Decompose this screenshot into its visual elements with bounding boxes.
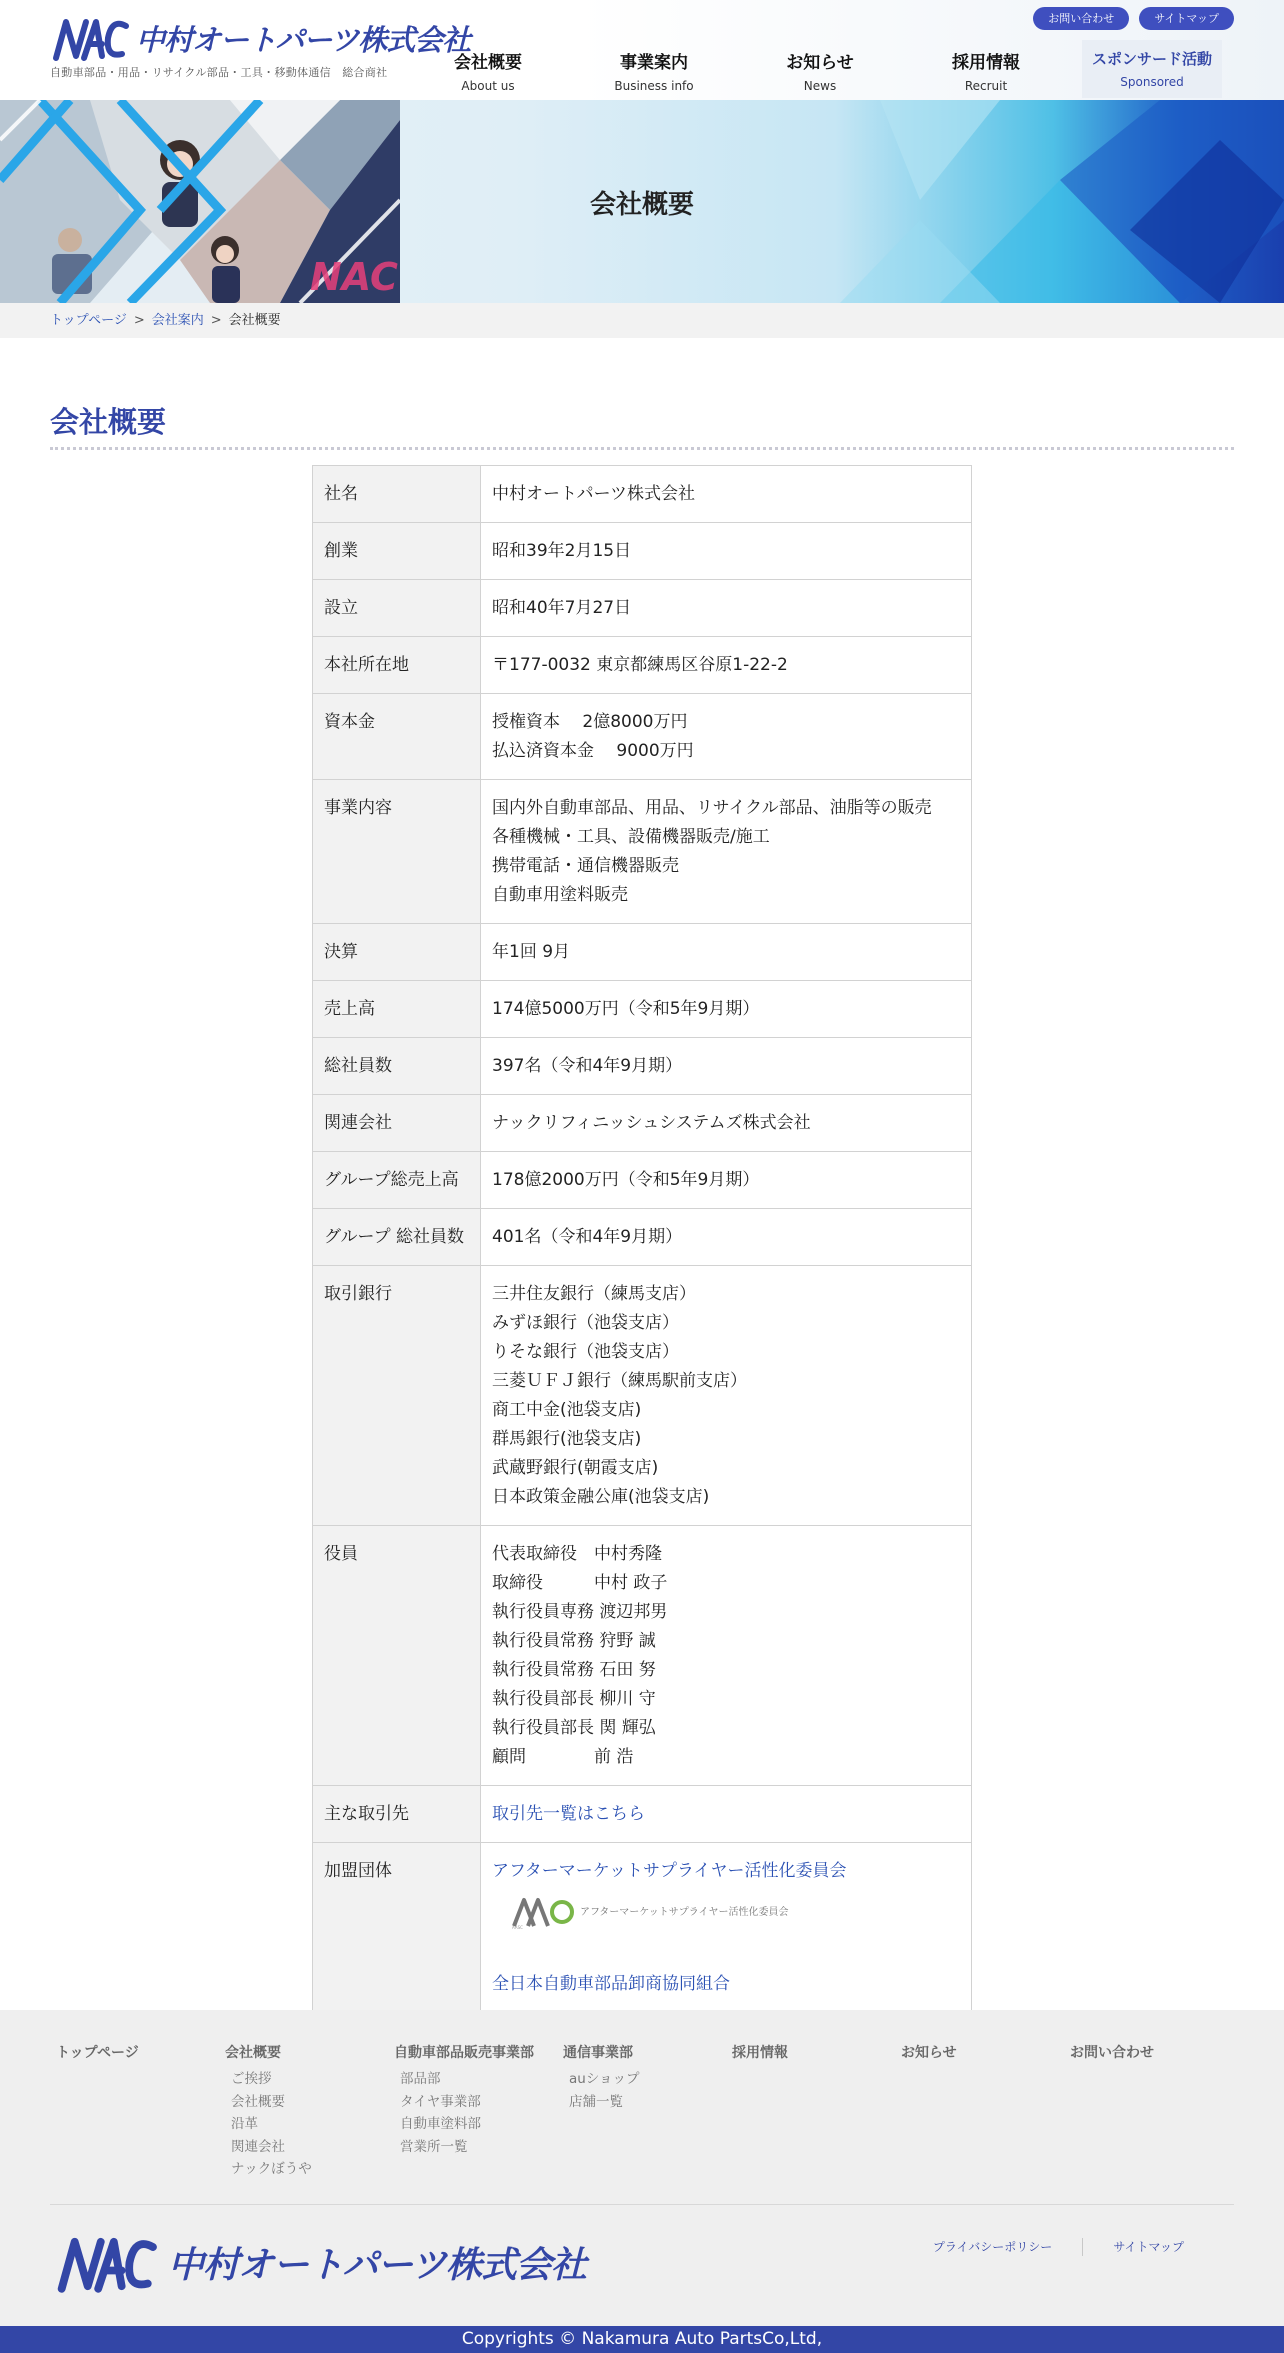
footer-column xyxy=(394,2042,563,2181)
row-value: 年1回 9月 xyxy=(481,924,972,981)
footer-link-branch-list[interactable]: 営業所一覧 xyxy=(400,2138,468,2155)
logo-tagline: 自動車部品・用品・リサイクル部品・工具・移動体通信 総合商社 xyxy=(50,66,388,79)
footer-logo-text: 中村オートパーツ株式会社 xyxy=(168,2245,586,2286)
footer-link-paint-dept[interactable]: 自動車塗料部 xyxy=(400,2116,481,2132)
row-label: グループ総売上高 xyxy=(313,1152,481,1209)
footer-column xyxy=(56,2042,225,2181)
footer-utility-links xyxy=(903,2238,1214,2256)
site-header xyxy=(0,0,1284,100)
footer-link-parts-division[interactable]: 自動車部品販売事業部 xyxy=(394,2045,534,2061)
officer-line: 執行役員専務 渡辺邦男 xyxy=(492,1602,668,1622)
capital-line: 払込済資本金 9000万円 xyxy=(492,741,694,761)
officer-line: 執行役員常務 石田 努 xyxy=(492,1660,656,1680)
table-row xyxy=(313,981,972,1038)
row-label: 設立 xyxy=(313,580,481,637)
aasc-logo-mark-text: AASC xyxy=(512,1925,523,1930)
row-label: 本社所在地 xyxy=(313,637,481,694)
contact-button[interactable]: お問い合わせ xyxy=(1033,7,1129,30)
table-row xyxy=(313,1786,972,1843)
table-row xyxy=(313,924,972,981)
footer-link-tire-division[interactable]: タイヤ事業部 xyxy=(400,2093,481,2110)
nav-sponsored[interactable] xyxy=(1082,40,1222,98)
row-value xyxy=(481,1843,972,2013)
business-line: 国内外自動車部品、用品、リサイクル部品、油脂等の販売 xyxy=(492,798,932,818)
nav-news[interactable] xyxy=(737,40,903,98)
aasc-logo-caption: アフターマーケットサプライヤー活性化委員会 xyxy=(580,1906,789,1918)
nav-sublabel: Business info xyxy=(614,79,694,93)
nav-sublabel: Sponsored xyxy=(1120,75,1184,89)
footer-nav xyxy=(56,2042,1239,2181)
aasc-link[interactable]: アフターマーケットサプライヤー活性化委員会 xyxy=(492,1861,847,1881)
business-line: 自動車用塗料販売 xyxy=(492,885,628,905)
table-row xyxy=(313,466,972,523)
nav-recruit[interactable] xyxy=(903,40,1069,98)
privacy-policy-link[interactable]: プライバシーポリシー xyxy=(932,2240,1053,2254)
row-label: 決算 xyxy=(313,924,481,981)
nac-logo-mark-icon xyxy=(50,2234,162,2294)
row-value: 昭和39年2月15日 xyxy=(481,523,972,580)
sitemap-button[interactable]: サイトマップ xyxy=(1139,7,1234,30)
footer-link-greeting[interactable]: ご挨拶 xyxy=(231,2071,272,2087)
table-row xyxy=(313,1209,972,1266)
row-label: 総社員数 xyxy=(313,1038,481,1095)
footer-link-about[interactable]: 会社概要 xyxy=(225,2045,281,2061)
breadcrumb xyxy=(0,303,1284,338)
table-row xyxy=(313,637,972,694)
footer-link-history[interactable]: 沿革 xyxy=(231,2116,258,2132)
nav-label: お知らせ xyxy=(786,53,854,73)
footer-column xyxy=(563,2042,732,2181)
bank-line: 武蔵野銀行(朝霞支店) xyxy=(492,1458,659,1478)
capital-line: 授権資本 2億8000万円 xyxy=(492,712,688,732)
footer-sitemap-link[interactable]: サイトマップ xyxy=(1113,2240,1184,2254)
row-value: 397名（令和4年9月期） xyxy=(481,1038,972,1095)
global-nav xyxy=(405,40,1222,98)
row-label: 事業内容 xyxy=(313,780,481,924)
row-value xyxy=(481,1526,972,1786)
parts-wholesalers-association-link[interactable]: 全日本自動車部品卸商協同組合 xyxy=(492,1974,730,1994)
bank-line: みずほ銀行（池袋支店） xyxy=(492,1313,679,1333)
svg-text:NAC: NAC xyxy=(310,255,398,299)
nav-sublabel: About us xyxy=(461,79,515,93)
table-row xyxy=(313,1526,972,1786)
nav-label: 事業案内 xyxy=(620,53,688,73)
bank-line: 三菱ＵＦＪ銀行（練馬駅前支店） xyxy=(492,1371,747,1391)
footer-link-recruit[interactable]: 採用情報 xyxy=(732,2045,788,2061)
footer-link-company-profile[interactable]: 会社概要 xyxy=(231,2093,285,2110)
officer-line: 代表取締役 中村秀隆 xyxy=(492,1544,662,1564)
business-line: 各種機械・工具、設備機器販売/施工 xyxy=(492,827,770,847)
row-value: 174億5000万円（令和5年9月期） xyxy=(481,981,972,1038)
client-list-link[interactable]: 取引先一覧はこちら xyxy=(492,1804,645,1824)
nav-label: 会社概要 xyxy=(454,53,522,73)
nav-label: スポンサード活動 xyxy=(1091,50,1212,68)
footer-link-telecom-division[interactable]: 通信事業部 xyxy=(563,2045,633,2061)
row-value xyxy=(481,1786,972,1843)
footer-link-store-list[interactable]: 店舗一覧 xyxy=(569,2093,623,2110)
officer-line: 取締役 中村 政子 xyxy=(492,1573,668,1593)
row-label: 売上高 xyxy=(313,981,481,1038)
row-value: 〒177-0032 東京都練馬区谷原1-22-2 xyxy=(481,637,972,694)
row-value xyxy=(481,1266,972,1526)
logo-text: 中村オートパーツ株式会社 xyxy=(136,23,471,57)
footer-column xyxy=(732,2042,901,2181)
row-value xyxy=(481,694,972,780)
row-label: 主な取引先 xyxy=(313,1786,481,1843)
footer-column xyxy=(901,2042,1070,2181)
table-row xyxy=(313,1266,972,1526)
footer-logo[interactable] xyxy=(50,2234,586,2294)
officer-line: 顧問 前 浩 xyxy=(492,1747,634,1767)
table-row xyxy=(313,694,972,780)
table-row xyxy=(313,523,972,580)
hero-banner xyxy=(0,100,1284,303)
row-label: グループ 総社員数 xyxy=(313,1209,481,1266)
breadcrumb-separator: > xyxy=(133,313,145,328)
footer-link-au-shop[interactable]: auショップ xyxy=(569,2071,640,2087)
breadcrumb-company-info[interactable]: 会社案内 xyxy=(151,313,204,328)
aasc-logo-banner[interactable] xyxy=(510,1894,960,1930)
row-label: 関連会社 xyxy=(313,1095,481,1152)
table-row xyxy=(313,1038,972,1095)
breadcrumb-top-page[interactable]: トップページ xyxy=(50,313,127,328)
table-row xyxy=(313,1152,972,1209)
footer-link-parts-dept[interactable]: 部品部 xyxy=(400,2071,441,2087)
site-footer xyxy=(0,2010,1284,2326)
row-label: 取引銀行 xyxy=(313,1266,481,1526)
footer-column xyxy=(225,2042,394,2181)
title-divider xyxy=(50,447,1234,450)
footer-link-news[interactable]: お知らせ xyxy=(901,2045,957,2061)
officer-line: 執行役員常務 狩野 誠 xyxy=(492,1631,656,1651)
bank-line: りそな銀行（池袋支店） xyxy=(492,1342,679,1362)
company-profile-table xyxy=(312,465,972,2013)
breadcrumb-current: 会社概要 xyxy=(228,313,281,328)
footer-column xyxy=(1070,2042,1239,2181)
row-label: 社名 xyxy=(313,466,481,523)
breadcrumb-separator: > xyxy=(210,313,222,328)
nav-business-info[interactable] xyxy=(571,40,737,98)
row-label: 資本金 xyxy=(313,694,481,780)
footer-link-mascot[interactable]: ナックぼうや xyxy=(231,2161,312,2177)
row-value xyxy=(481,780,972,924)
nac-logo-mark-icon xyxy=(50,16,130,62)
bank-line: 日本政策金融公庫(池袋支店) xyxy=(492,1487,710,1507)
row-label: 加盟団体 xyxy=(313,1843,481,2013)
row-value: 中村オートパーツ株式会社 xyxy=(481,466,972,523)
bank-line: 商工中金(池袋支店) xyxy=(492,1400,642,1420)
row-value: 178億2000万円（令和5年9月期） xyxy=(481,1152,972,1209)
row-label: 役員 xyxy=(313,1526,481,1786)
table-row xyxy=(313,580,972,637)
footer-link-contact[interactable]: お問い合わせ xyxy=(1070,2045,1154,2061)
table-row xyxy=(313,780,972,924)
nav-sublabel: News xyxy=(803,79,837,93)
top-utility-links xyxy=(1033,7,1234,30)
bank-line: 三井住友銀行（練馬支店） xyxy=(492,1284,696,1304)
row-label: 創業 xyxy=(313,523,481,580)
officer-line: 執行役員部長 関 輝弘 xyxy=(492,1718,656,1738)
copyright-bar: Copyrights © Nakamura Auto PartsCo,Ltd, xyxy=(0,2326,1284,2353)
footer-link-affiliates[interactable]: 関連会社 xyxy=(231,2138,285,2155)
nav-sublabel: Recruit xyxy=(964,79,1008,93)
aasc-logo-icon xyxy=(510,1894,574,1930)
row-value: 401名（令和4年9月期） xyxy=(481,1209,972,1266)
footer-link-top-page[interactable]: トップページ xyxy=(56,2045,139,2061)
officer-line: 執行役員部長 柳川 守 xyxy=(492,1689,656,1709)
business-line: 携帯電話・通信機器販売 xyxy=(492,856,679,876)
page-title: 会社概要 xyxy=(50,405,167,439)
hero-title: 会社概要 xyxy=(589,190,694,220)
table-row xyxy=(313,1095,972,1152)
footer-divider xyxy=(50,2204,1234,2205)
nav-about-us[interactable] xyxy=(405,40,571,98)
row-value: ナックリフィニッシュシステムズ株式会社 xyxy=(481,1095,972,1152)
nav-label: 採用情報 xyxy=(952,53,1020,73)
table-row xyxy=(313,1843,972,2013)
bank-line: 群馬銀行(池袋支店) xyxy=(492,1429,642,1449)
row-value: 昭和40年7月27日 xyxy=(481,580,972,637)
